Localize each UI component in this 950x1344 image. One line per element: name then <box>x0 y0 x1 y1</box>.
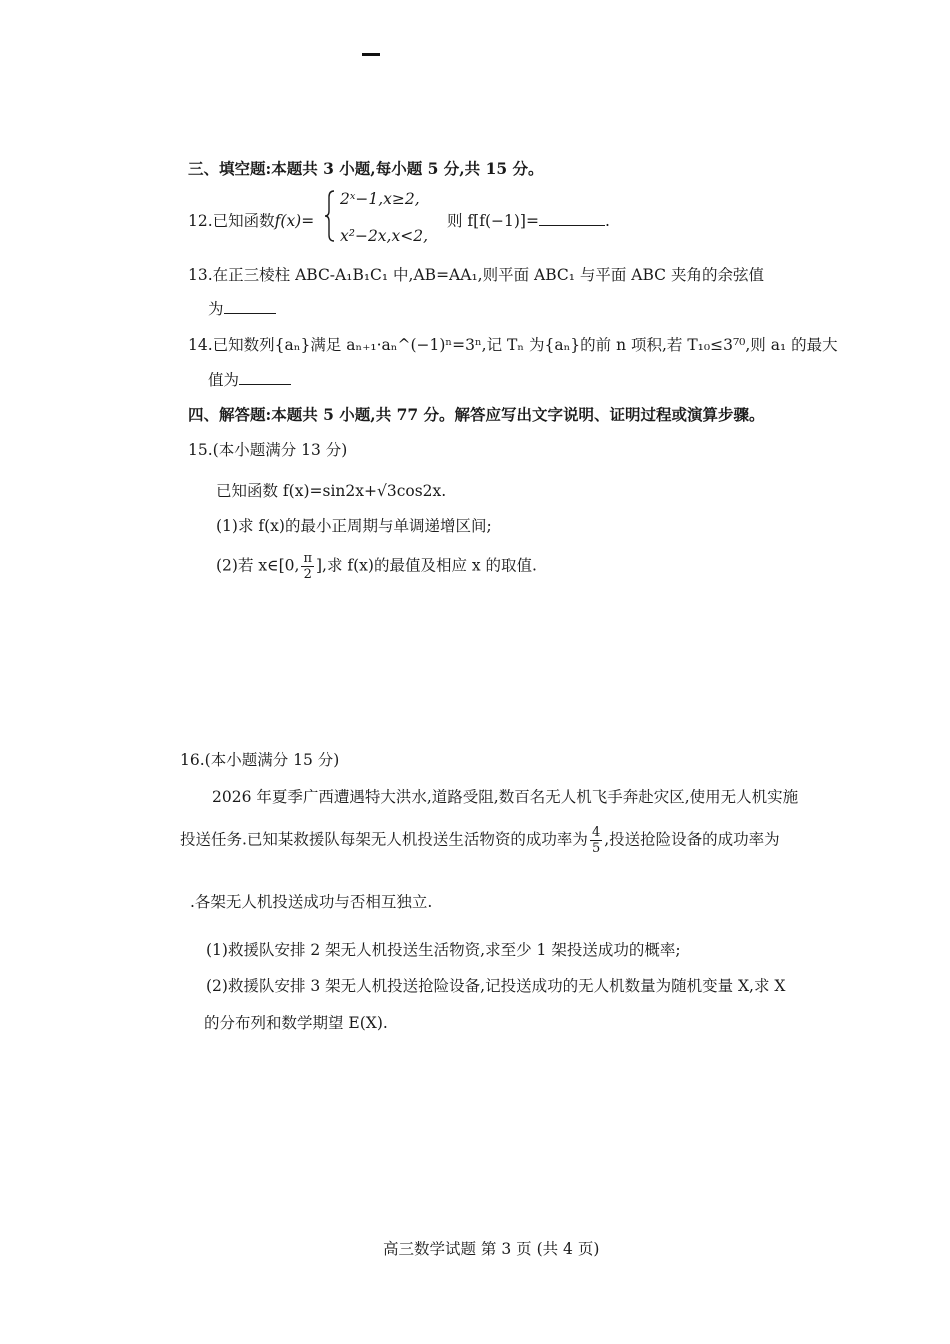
pi-over-2-fraction <box>301 552 314 581</box>
q16-line-2-end: ,投送抢险设备的成功率为 <box>604 830 780 849</box>
fraction-denominator: 5 <box>591 841 601 856</box>
q16-line-3: .各架无人机投送成功与否相互独立. <box>190 893 433 911</box>
q12-case-2: x²−2x,x<2, <box>340 227 428 245</box>
section-heading-solutions: 四、解答题:本题共 5 小题,共 77 分。解答应写出文字说明、证明过程或演算步骤。 <box>188 405 765 424</box>
q15-part-2 <box>216 552 537 581</box>
q15-title: 15.(本小题满分 13 分) <box>188 441 348 459</box>
q12-question <box>447 209 610 231</box>
q15-part-1: (1)求 f(x)的最小正周期与单调递增区间; <box>216 517 492 535</box>
q12-prefix <box>188 209 314 231</box>
piecewise-brace <box>325 190 335 242</box>
page-footer: 高三数学试题 第 3 页 (共 4 页) <box>383 1240 600 1258</box>
section-heading-fill-in: 三、填空题:本题共 3 小题,每小题 5 分,共 15 分。 <box>188 159 544 178</box>
q16-line-2-start: 投送任务.已知某救援队每架无人机投送生活物资的成功率为 <box>180 830 588 849</box>
q15-given: 已知函数 f(x)=sin2x+√3cos2x. <box>216 482 447 500</box>
q16-part-2-line-1: (2)救援队安排 3 架无人机投送抢险设备,记投送成功的无人机数量为随机变量 X,求 X <box>206 977 786 995</box>
four-fifths-fraction <box>590 826 602 855</box>
q12-answer-blank[interactable] <box>539 211 605 226</box>
q13-for: 为 <box>208 300 224 318</box>
q12-ask: 则 f[f(−1)]= <box>447 212 539 230</box>
q16-part-1: (1)救援队安排 2 架无人机投送生活物资,求至少 1 架投送成功的概率; <box>206 941 681 959</box>
q16-title: 16.(本小题满分 15 分) <box>180 751 340 769</box>
fraction-numerator: π <box>303 551 312 566</box>
q14-line-2 <box>208 368 291 390</box>
q13-line-2 <box>208 297 276 319</box>
q12-period: . <box>604 212 610 230</box>
q16-line-1: 2026 年夏季广西遭遇特大洪水,道路受阻,数百名无人机飞手奔赴灾区,使用无人机实施 <box>212 788 799 806</box>
q14-line-1: 14.已知数列{aₙ}满足 aₙ₊₁·aₙ^(−1)ⁿ=3ⁿ,记 Tₙ 为{aₙ}的前 n 项积,若 T₁₀≤3⁷⁰,则 a₁ 的最大 <box>188 336 838 354</box>
top-mark <box>362 53 380 56</box>
q16-line-2 <box>180 826 780 855</box>
fraction-numerator: 4 <box>591 825 601 840</box>
q12-case-1: 2ˣ−1,x≥2, <box>340 190 420 208</box>
q12-function-lhs: f(x)= <box>274 212 315 230</box>
q12-label: 12.已知函数 <box>188 212 275 230</box>
q14-answer-blank[interactable] <box>239 372 291 385</box>
q15-part-2-end: ],求 f(x)的最值及相应 x 的取值. <box>315 556 537 575</box>
q16-part-2-line-2: 的分布列和数学期望 E(X). <box>204 1014 388 1032</box>
q15-part-2-start: (2)若 x∈[0, <box>216 556 300 575</box>
q14-value-is: 值为 <box>208 371 240 389</box>
q13-line-1: 13.在正三棱柱 ABC-A₁B₁C₁ 中,AB=AA₁,则平面 ABC₁ 与平面 ABC 夹角的余弦值 <box>188 266 764 284</box>
fraction-denominator: 2 <box>303 567 312 582</box>
q13-answer-blank[interactable] <box>224 301 276 314</box>
